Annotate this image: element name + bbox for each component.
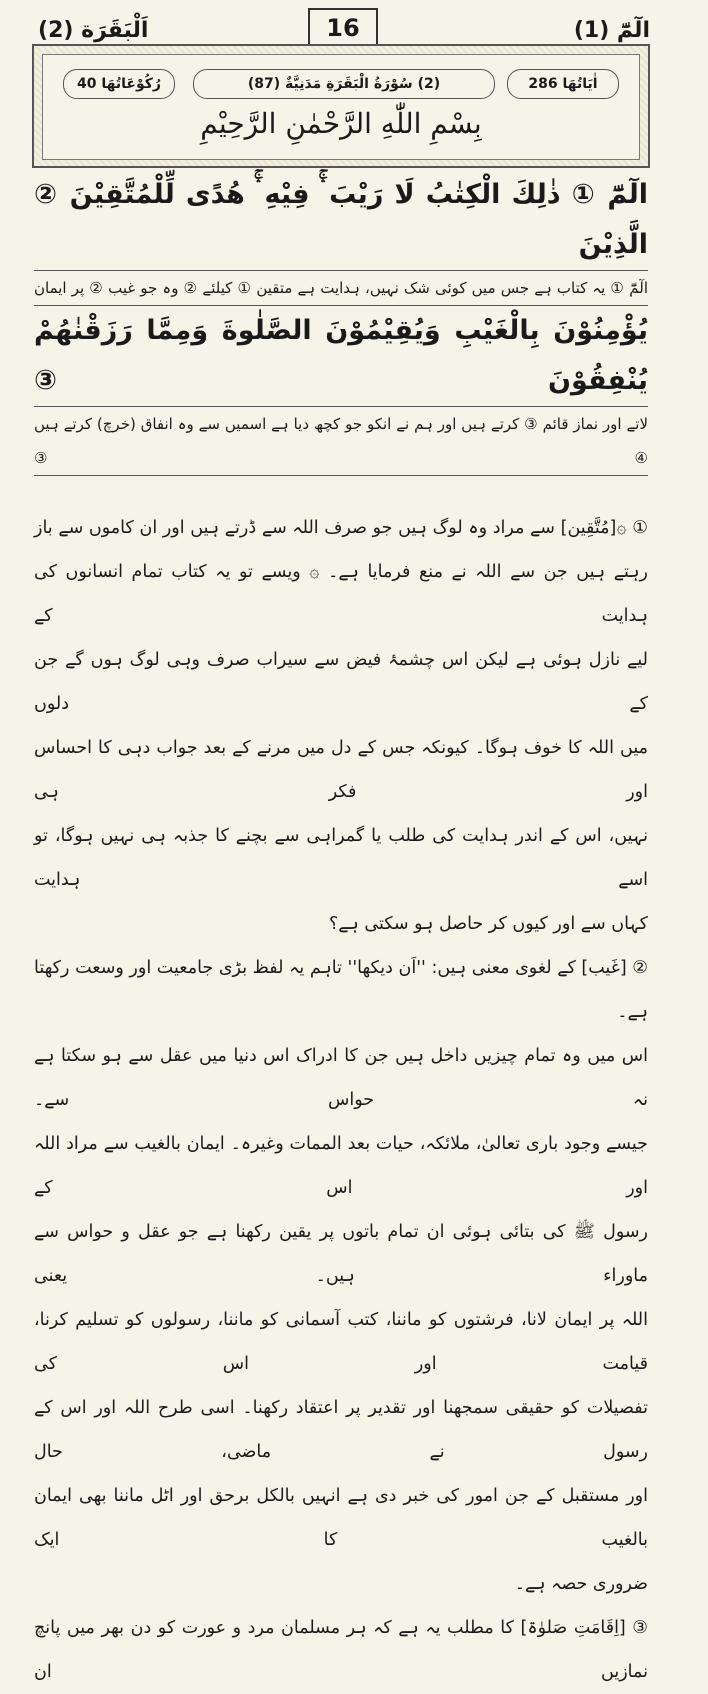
- ruku-count: رُكُوْعَاتُهَا 40: [63, 69, 175, 99]
- commentary-line: لیے نازل ہوئی ہے لیکن اس چشمۂ فیض سے سیراب صرف وہی لوگ ہوں گے جن کے دلوں: [34, 650, 648, 714]
- divider: [34, 475, 648, 476]
- commentary-line: اللہ پر ایمان لانا، فرشتوں کو ماننا، کتب آسمانی کو ماننا، رسولوں کو تسلیم کرنا، قیامت اور اس کی: [34, 1310, 648, 1374]
- commentary-line: ② [غَیب] کے لغوی معنی ہیں: ''اَن دیکھا'' تاہم یہ لفظ بڑی جامعیت اور وسعت رکھتا ہے۔: [34, 958, 648, 1022]
- verse-translation: لاتے اور نماز قائم ③ کرتے ہیں اور ہم نے انکو جو کچھ دیا ہے اسمیں سے وہ انفاق (خرچ) کرتے ہیں ④ ③: [34, 415, 648, 467]
- page-number: 16: [308, 8, 378, 46]
- commentary: [34, 506, 648, 1694]
- surah-title: (2) سُوْرَةُ الْبَقَرَةِ مَدَنِيَّةٌ (87): [193, 69, 495, 99]
- juz-label: الٓمّٓ (1): [573, 18, 650, 43]
- commentary-line: تفصیلات کو حقیقی سمجھنا اور تقدیر پر اعتقاد رکھنا۔ اسی طرح اللہ اور اس کے رسول نے ماضی، حال: [34, 1398, 648, 1462]
- commentary-line: رسول ﷺ کی بتائی ہوئی ان تمام باتوں پر یقین رکھنا ہے جو عقل و حواس سے ماوراء ہیں۔ یعنی: [34, 1222, 648, 1286]
- commentary-line: جیسے وجود باری تعالیٰ، ملائکہ، حیات بعد الممات وغیرہ۔ ایمان بالغیب سے مراد اللہ اور اس کے: [34, 1134, 648, 1198]
- page-body: [34, 170, 648, 1694]
- commentary-line: ضروری حصہ ہے۔: [514, 1574, 648, 1594]
- commentary-line: ③ [اِقَامَتِ صَلوٰۃ] کا مطلب یہ ہے کہ ہر مسلمان مرد و عورت کو دن بھر میں پانچ نمازیں ان: [34, 1618, 648, 1682]
- verse-arabic: يُؤْمِنُوْنَ بِالْغَيْبِ وَيُقِيْمُوْنَ الصَّلٰوةَ وَمِمَّا رَزَقْنٰهُمْ يُنْفِقُوْنَ ③: [34, 315, 648, 396]
- ayat-count: اٰیَاتُهَا 286: [507, 69, 619, 99]
- commentary-line: میں اللہ کا خوف ہوگا۔ کیونکہ جس کے دل میں مرنے کے بعد جواب دہی کا احساس اور فکر ہی: [34, 738, 648, 802]
- commentary-line: اس میں وہ تمام چیزیں داخل ہیں جن کا ادراک اس دنیا میں عقل سے ہو سکتا ہے نہ حواس سے۔: [34, 1046, 648, 1110]
- commentary-line: ① ۞[مُتَّقِین] سے مراد وہ لوگ ہیں جو صرف اللہ سے ڈرتے ہیں اور ان کاموں سے باز: [34, 518, 648, 538]
- commentary-line: کہاں سے اور کیوں کر حاصل ہو سکتی ہے؟: [329, 914, 648, 934]
- surah-ornamental-banner: [32, 44, 650, 168]
- commentary-line: رہتے ہیں جن سے اللہ نے منع فرمایا ہے۔ ۞ ویسے تو یہ کتاب تمام انسانوں کی ہدایت کے: [34, 562, 648, 626]
- verse-arabic: الٓمّٓ ① ذٰلِكَ الْكِتٰبُ لَا رَيْبَ ۛۚ فِيْهِ ۛۚ هُدًى لِّلْمُتَّقِيْنَ ② الَّذِيْنَ: [34, 179, 648, 260]
- surah-label: اَلْبَقَرَة (2): [38, 18, 149, 43]
- verse-translation: الٓمّٓ ① یہ کتاب ہے جس میں کوئی شک نہیں، ہدایت ہے متقین ① کیلئے ② وہ جو غیب ② پر ایمان: [34, 279, 648, 297]
- bismillah: بِسْمِ اللّٰهِ الرَّحْمٰنِ الرَّحِيْمِ: [200, 107, 482, 140]
- commentary-line: نہیں، اس کے اندر ہدایت کی طلب یا گمراہی سے بچنے کا جذبہ ہی نہیں ہوگا، تو اسے ہدایت: [34, 826, 648, 890]
- commentary-line: اور مستقبل کے جن امور کی خبر دی ہے انہیں بالکل برحق اور اٹل ماننا بھی ایمان بالغیب کا ایک: [34, 1486, 648, 1550]
